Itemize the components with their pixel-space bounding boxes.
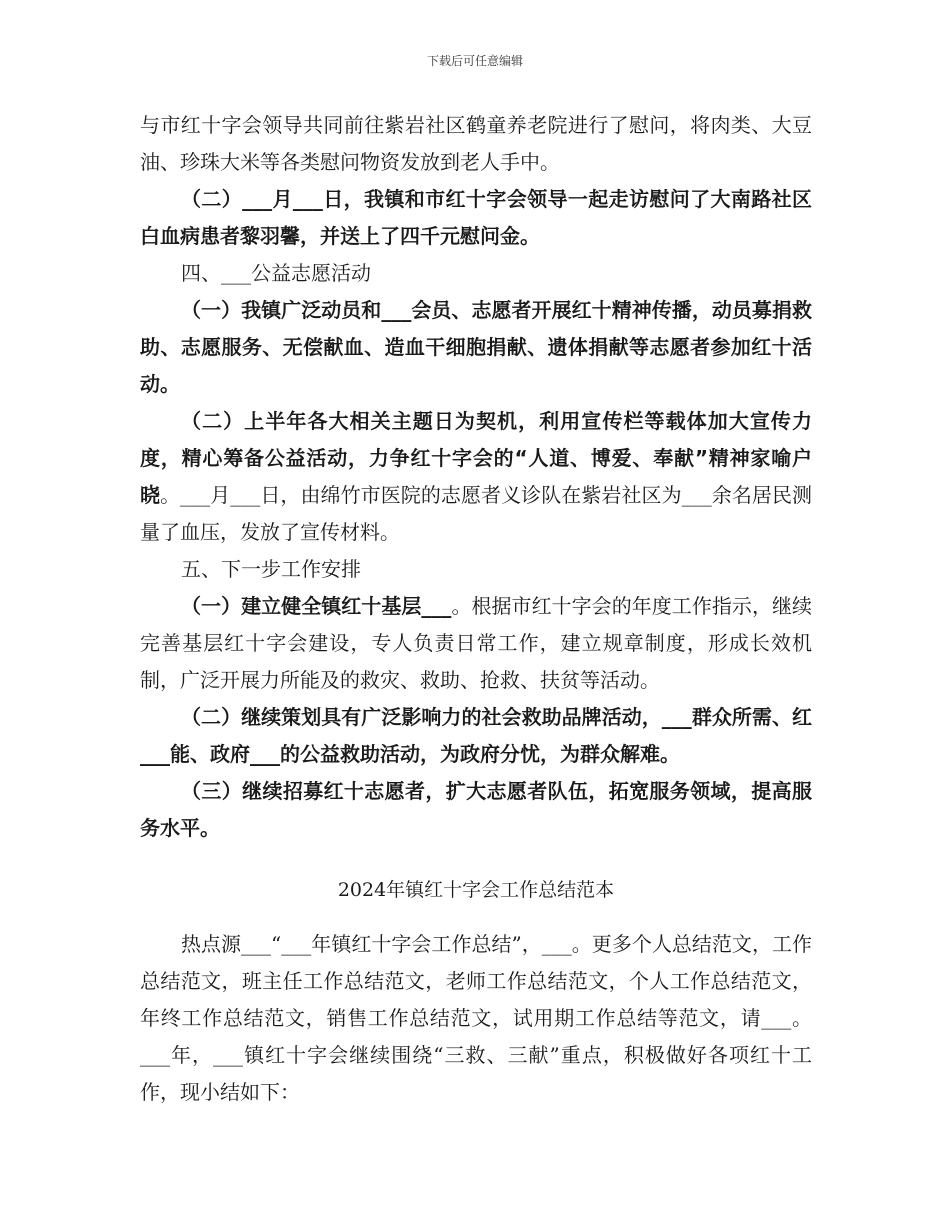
paragraph-summary-intro: 热点源___“___年镇红十字会工作总结”，___。更多个人总结范文，工作总结范文，班主任工作总结范文，老师工作总结范文，个人工作总结范文，年终工作总结范文，销售工作总结范文，试用期工作总结等范文，请___。___年，___镇红十字会继续围绕“三救、三献”重点，积极做好各项红十工作，现小结如下： <box>140 932 812 1104</box>
publicity-bold-text: （二）上半年各大相关主题日为契机，利用宣传栏等载体加大宣传力度，精心筹备公益活动，力争红十字会的“人道、博爱、奉献”精神家喻户晓 <box>140 409 812 507</box>
page-header: 下载后可任意编辑 <box>426 54 523 68</box>
publicity-regular-text: 。___月___日，由绵竹市医院的志愿者义诊队在紫岩社区为___余名居民测量了血压，发放了宣传材料。 <box>140 483 813 544</box>
paragraph-grassroots <box>140 588 812 699</box>
document-body <box>140 107 812 1111</box>
grassroots-regular-text: 。根据市红十字会的年度工作指示，继续完善基层红十字会建设，专人负责日常工作，建立规章制度，形成长效机制，广泛开展力所能及的救灾、救助、抢救、扶贫等活动。 <box>140 594 813 692</box>
grassroots-bold-text: （一）建立健全镇红十基层___ <box>181 594 452 618</box>
paragraph-volunteer-mobilization: （一）我镇广泛动员和___会员、志愿者开展红十精神传播，动员募捐救助、志愿服务、无偿献血、造血干细胞捐献、遗体捐献等志愿者参加红十活动。 <box>140 298 812 396</box>
paragraph-brand-activities: （二）继续策划具有广泛影响力的社会救助品牌活动，___群众所需、红___能、政府___的公益救助活动，为政府分忧，为群众解难。 <box>140 705 812 766</box>
heading-public-welfare: 四、___公益志愿活动 <box>181 261 371 285</box>
paragraph-publicity <box>140 403 812 551</box>
heading-next-steps: 五、下一步工作安排 <box>181 557 361 581</box>
paragraph-condolence-visit: 与市红十字会领导共同前往紫岩社区鹤童养老院进行了慰问，将肉类、大豆油、珍珠大米等各类慰问物资发放到老人手中。 <box>140 113 812 174</box>
paragraph-recruit-volunteers: （三）继续招募红十志愿者，扩大志愿者队伍，拓宽服务领域，提高服务水平。 <box>140 779 812 840</box>
paragraph-patient-visit: （二）___月___日，我镇和市红十字会领导一起走访慰问了大南路社区白血病患者黎羽馨，并送上了四千元慰问金。 <box>140 187 812 248</box>
section-title: 2024年镇红十字会工作总结范本 <box>337 879 615 901</box>
